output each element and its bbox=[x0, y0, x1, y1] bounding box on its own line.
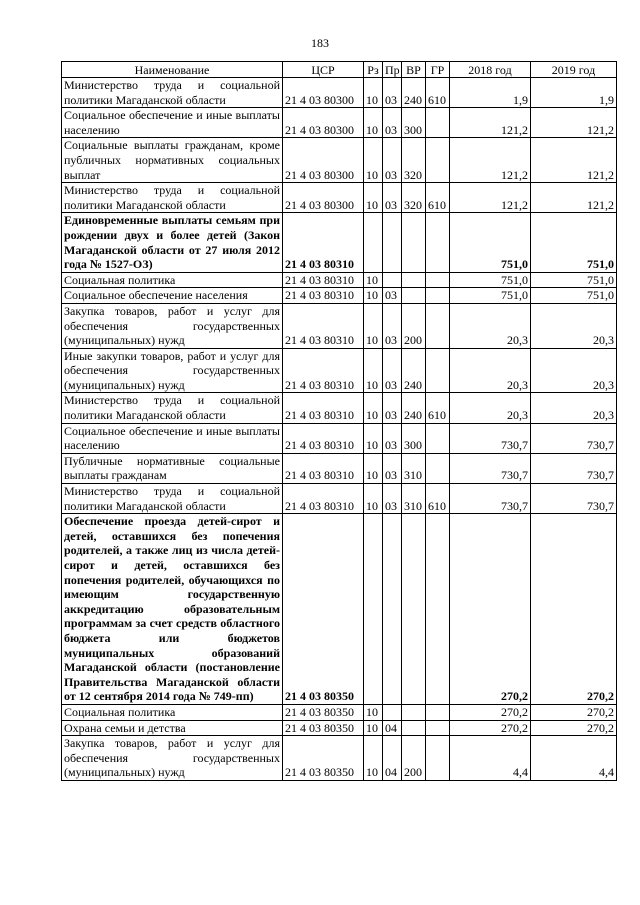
cell-2019: 270,2 bbox=[531, 514, 617, 705]
cell-pr: 03 bbox=[383, 423, 402, 453]
cell-name: Социальное обеспечение населения bbox=[62, 288, 283, 304]
cell-2019: 270,2 bbox=[531, 704, 617, 720]
table-row bbox=[62, 720, 617, 736]
cell-csr: 21 4 03 80310 bbox=[283, 453, 364, 483]
cell-rz: 10 bbox=[364, 393, 383, 423]
cell-gr bbox=[426, 736, 450, 781]
table-row bbox=[62, 213, 617, 272]
cell-vr bbox=[402, 720, 426, 736]
cell-2019: 751,0 bbox=[531, 213, 617, 272]
cell-csr: 21 4 03 80350 bbox=[283, 514, 364, 705]
cell-2018: 20,3 bbox=[450, 393, 531, 423]
cell-name: Министерство труда и социальной политики Магаданской области bbox=[62, 484, 283, 514]
cell-rz: 10 bbox=[364, 348, 383, 393]
cell-gr bbox=[426, 288, 450, 304]
cell-rz: 10 bbox=[364, 720, 383, 736]
table-row bbox=[62, 423, 617, 453]
table-row bbox=[62, 138, 617, 183]
cell-2018: 121,2 bbox=[450, 138, 531, 183]
table-row bbox=[62, 303, 617, 348]
table-row bbox=[62, 348, 617, 393]
cell-pr: 03 bbox=[383, 303, 402, 348]
page-number: 183 bbox=[311, 36, 329, 50]
cell-gr bbox=[426, 348, 450, 393]
cell-vr: 240 bbox=[402, 393, 426, 423]
cell-2018: 121,2 bbox=[450, 108, 531, 138]
cell-csr: 21 4 03 80310 bbox=[283, 393, 364, 423]
cell-vr: 240 bbox=[402, 348, 426, 393]
cell-vr: 320 bbox=[402, 138, 426, 183]
cell-vr: 200 bbox=[402, 303, 426, 348]
cell-rz: 10 bbox=[364, 138, 383, 183]
cell-2018: 4,4 bbox=[450, 736, 531, 781]
cell-2018: 20,3 bbox=[450, 348, 531, 393]
cell-rz: 10 bbox=[364, 736, 383, 781]
cell-gr: 610 bbox=[426, 78, 450, 108]
header-row bbox=[62, 62, 617, 78]
cell-rz: 10 bbox=[364, 303, 383, 348]
cell-csr: 21 4 03 80300 bbox=[283, 183, 364, 213]
cell-2019: 751,0 bbox=[531, 272, 617, 288]
cell-2019: 751,0 bbox=[531, 288, 617, 304]
cell-gr bbox=[426, 138, 450, 183]
header-csr: ЦСР bbox=[283, 62, 364, 78]
cell-csr: 21 4 03 80300 bbox=[283, 138, 364, 183]
cell-2019: 730,7 bbox=[531, 453, 617, 483]
cell-vr: 310 bbox=[402, 453, 426, 483]
cell-pr: 03 bbox=[383, 453, 402, 483]
cell-name: Единовременные выплаты семьям при рождении двух и более детей (Закон Магаданской области от 27 июля 2012 года № 1527-ОЗ) bbox=[62, 213, 283, 272]
cell-2018: 730,7 bbox=[450, 484, 531, 514]
cell-vr bbox=[402, 288, 426, 304]
cell-csr: 21 4 03 80350 bbox=[283, 736, 364, 781]
cell-name: Социальная политика bbox=[62, 704, 283, 720]
cell-2019: 730,7 bbox=[531, 423, 617, 453]
cell-2019: 270,2 bbox=[531, 720, 617, 736]
cell-pr bbox=[383, 272, 402, 288]
cell-rz: 10 bbox=[364, 108, 383, 138]
cell-2018: 1,9 bbox=[450, 78, 531, 108]
cell-pr: 03 bbox=[383, 393, 402, 423]
table-row bbox=[62, 183, 617, 213]
cell-2019: 4,4 bbox=[531, 736, 617, 781]
cell-2019: 1,9 bbox=[531, 78, 617, 108]
cell-pr bbox=[383, 514, 402, 705]
cell-name: Иные закупки товаров, работ и услуг для обеспечения государственных (муниципальных) нужд bbox=[62, 348, 283, 393]
cell-name: Министерство труда и социальной политики Магаданской области bbox=[62, 78, 283, 108]
table-row bbox=[62, 514, 617, 705]
cell-rz: 10 bbox=[364, 484, 383, 514]
cell-gr: 610 bbox=[426, 393, 450, 423]
table-row bbox=[62, 453, 617, 483]
cell-csr: 21 4 03 80300 bbox=[283, 78, 364, 108]
cell-2018: 751,0 bbox=[450, 213, 531, 272]
cell-csr: 21 4 03 80310 bbox=[283, 348, 364, 393]
table-row bbox=[62, 272, 617, 288]
cell-2018: 730,7 bbox=[450, 453, 531, 483]
cell-name: Публичные нормативные социальные выплаты гражданам bbox=[62, 453, 283, 483]
cell-2019: 20,3 bbox=[531, 303, 617, 348]
cell-name: Социальное обеспечение и иные выплаты населению bbox=[62, 423, 283, 453]
table-row bbox=[62, 484, 617, 514]
cell-vr bbox=[402, 514, 426, 705]
cell-gr bbox=[426, 514, 450, 705]
cell-pr bbox=[383, 213, 402, 272]
cell-gr: 610 bbox=[426, 183, 450, 213]
cell-2018: 121,2 bbox=[450, 183, 531, 213]
cell-gr bbox=[426, 213, 450, 272]
cell-rz: 10 bbox=[364, 423, 383, 453]
table-body bbox=[62, 78, 617, 781]
header-2018: 2018 год bbox=[450, 62, 531, 78]
cell-csr: 21 4 03 80350 bbox=[283, 704, 364, 720]
cell-pr: 03 bbox=[383, 138, 402, 183]
cell-pr: 03 bbox=[383, 484, 402, 514]
cell-csr: 21 4 03 80310 bbox=[283, 423, 364, 453]
cell-pr: 03 bbox=[383, 348, 402, 393]
cell-vr: 320 bbox=[402, 183, 426, 213]
cell-vr: 300 bbox=[402, 108, 426, 138]
table-row bbox=[62, 288, 617, 304]
cell-2018: 730,7 bbox=[450, 423, 531, 453]
cell-pr: 04 bbox=[383, 720, 402, 736]
cell-pr: 03 bbox=[383, 183, 402, 213]
cell-vr: 310 bbox=[402, 484, 426, 514]
cell-rz bbox=[364, 514, 383, 705]
table-row bbox=[62, 108, 617, 138]
cell-pr: 03 bbox=[383, 288, 402, 304]
header-2019: 2019 год bbox=[531, 62, 617, 78]
cell-2018: 20,3 bbox=[450, 303, 531, 348]
cell-name: Охрана семьи и детства bbox=[62, 720, 283, 736]
cell-2018: 751,0 bbox=[450, 272, 531, 288]
cell-name: Министерство труда и социальной политики Магаданской области bbox=[62, 393, 283, 423]
cell-csr: 21 4 03 80310 bbox=[283, 272, 364, 288]
cell-gr bbox=[426, 303, 450, 348]
cell-gr bbox=[426, 108, 450, 138]
cell-csr: 21 4 03 80310 bbox=[283, 303, 364, 348]
cell-name: Социальные выплаты гражданам, кроме публичных нормативных социальных выплат bbox=[62, 138, 283, 183]
cell-rz: 10 bbox=[364, 183, 383, 213]
cell-gr bbox=[426, 423, 450, 453]
cell-rz: 10 bbox=[364, 453, 383, 483]
cell-vr: 240 bbox=[402, 78, 426, 108]
cell-vr: 200 bbox=[402, 736, 426, 781]
cell-2019: 730,7 bbox=[531, 484, 617, 514]
cell-2018: 270,2 bbox=[450, 704, 531, 720]
cell-pr: 04 bbox=[383, 736, 402, 781]
header-vr: ВР bbox=[402, 62, 426, 78]
cell-2018: 751,0 bbox=[450, 288, 531, 304]
cell-rz: 10 bbox=[364, 78, 383, 108]
header-gr: ГР bbox=[426, 62, 450, 78]
cell-rz: 10 bbox=[364, 272, 383, 288]
table-row bbox=[62, 704, 617, 720]
cell-2019: 121,2 bbox=[531, 108, 617, 138]
cell-name: Закупка товаров, работ и услуг для обеспечения государственных (муниципальных) нужд bbox=[62, 736, 283, 781]
cell-csr: 21 4 03 80310 bbox=[283, 288, 364, 304]
cell-2019: 121,2 bbox=[531, 183, 617, 213]
cell-rz: 10 bbox=[364, 704, 383, 720]
table-row bbox=[62, 736, 617, 781]
cell-name: Социальное обеспечение и иные выплаты населению bbox=[62, 108, 283, 138]
cell-rz bbox=[364, 213, 383, 272]
header-pr: Пр bbox=[383, 62, 402, 78]
budget-table bbox=[61, 61, 617, 781]
cell-pr: 03 bbox=[383, 108, 402, 138]
cell-2019: 20,3 bbox=[531, 348, 617, 393]
cell-vr bbox=[402, 213, 426, 272]
cell-csr: 21 4 03 80310 bbox=[283, 484, 364, 514]
header-name: Наименование bbox=[62, 62, 283, 78]
cell-csr: 21 4 03 80350 bbox=[283, 720, 364, 736]
cell-vr: 300 bbox=[402, 423, 426, 453]
header-rz: Рз bbox=[364, 62, 383, 78]
cell-2019: 121,2 bbox=[531, 138, 617, 183]
cell-pr bbox=[383, 704, 402, 720]
cell-2018: 270,2 bbox=[450, 514, 531, 705]
cell-gr bbox=[426, 453, 450, 483]
cell-csr: 21 4 03 80310 bbox=[283, 213, 364, 272]
cell-csr: 21 4 03 80300 bbox=[283, 108, 364, 138]
cell-name: Социальная политика bbox=[62, 272, 283, 288]
table-row bbox=[62, 78, 617, 108]
cell-vr bbox=[402, 704, 426, 720]
table-row bbox=[62, 393, 617, 423]
cell-name: Министерство труда и социальной политики Магаданской области bbox=[62, 183, 283, 213]
cell-2018: 270,2 bbox=[450, 720, 531, 736]
cell-gr: 610 bbox=[426, 484, 450, 514]
cell-rz: 10 bbox=[364, 288, 383, 304]
cell-name: Обеспечение проезда детей-сирот и детей, оставшихся без попечения родителей, а также лиц из числа детей-сирот и детей, оставшихся без попечения родителей, обучающихся по имеющим государственную аккредитацию образовательным программам за счет средств областного бюджета или бюджетов муниципальных образований Магаданской области (постановление Правительства Магаданской области от 12 сентября 2014 года № 749-пп) bbox=[62, 514, 283, 705]
cell-2019: 20,3 bbox=[531, 393, 617, 423]
cell-gr bbox=[426, 272, 450, 288]
cell-gr bbox=[426, 704, 450, 720]
cell-gr bbox=[426, 720, 450, 736]
cell-name: Закупка товаров, работ и услуг для обеспечения государственных (муниципальных) нужд bbox=[62, 303, 283, 348]
cell-pr: 03 bbox=[383, 78, 402, 108]
cell-vr bbox=[402, 272, 426, 288]
